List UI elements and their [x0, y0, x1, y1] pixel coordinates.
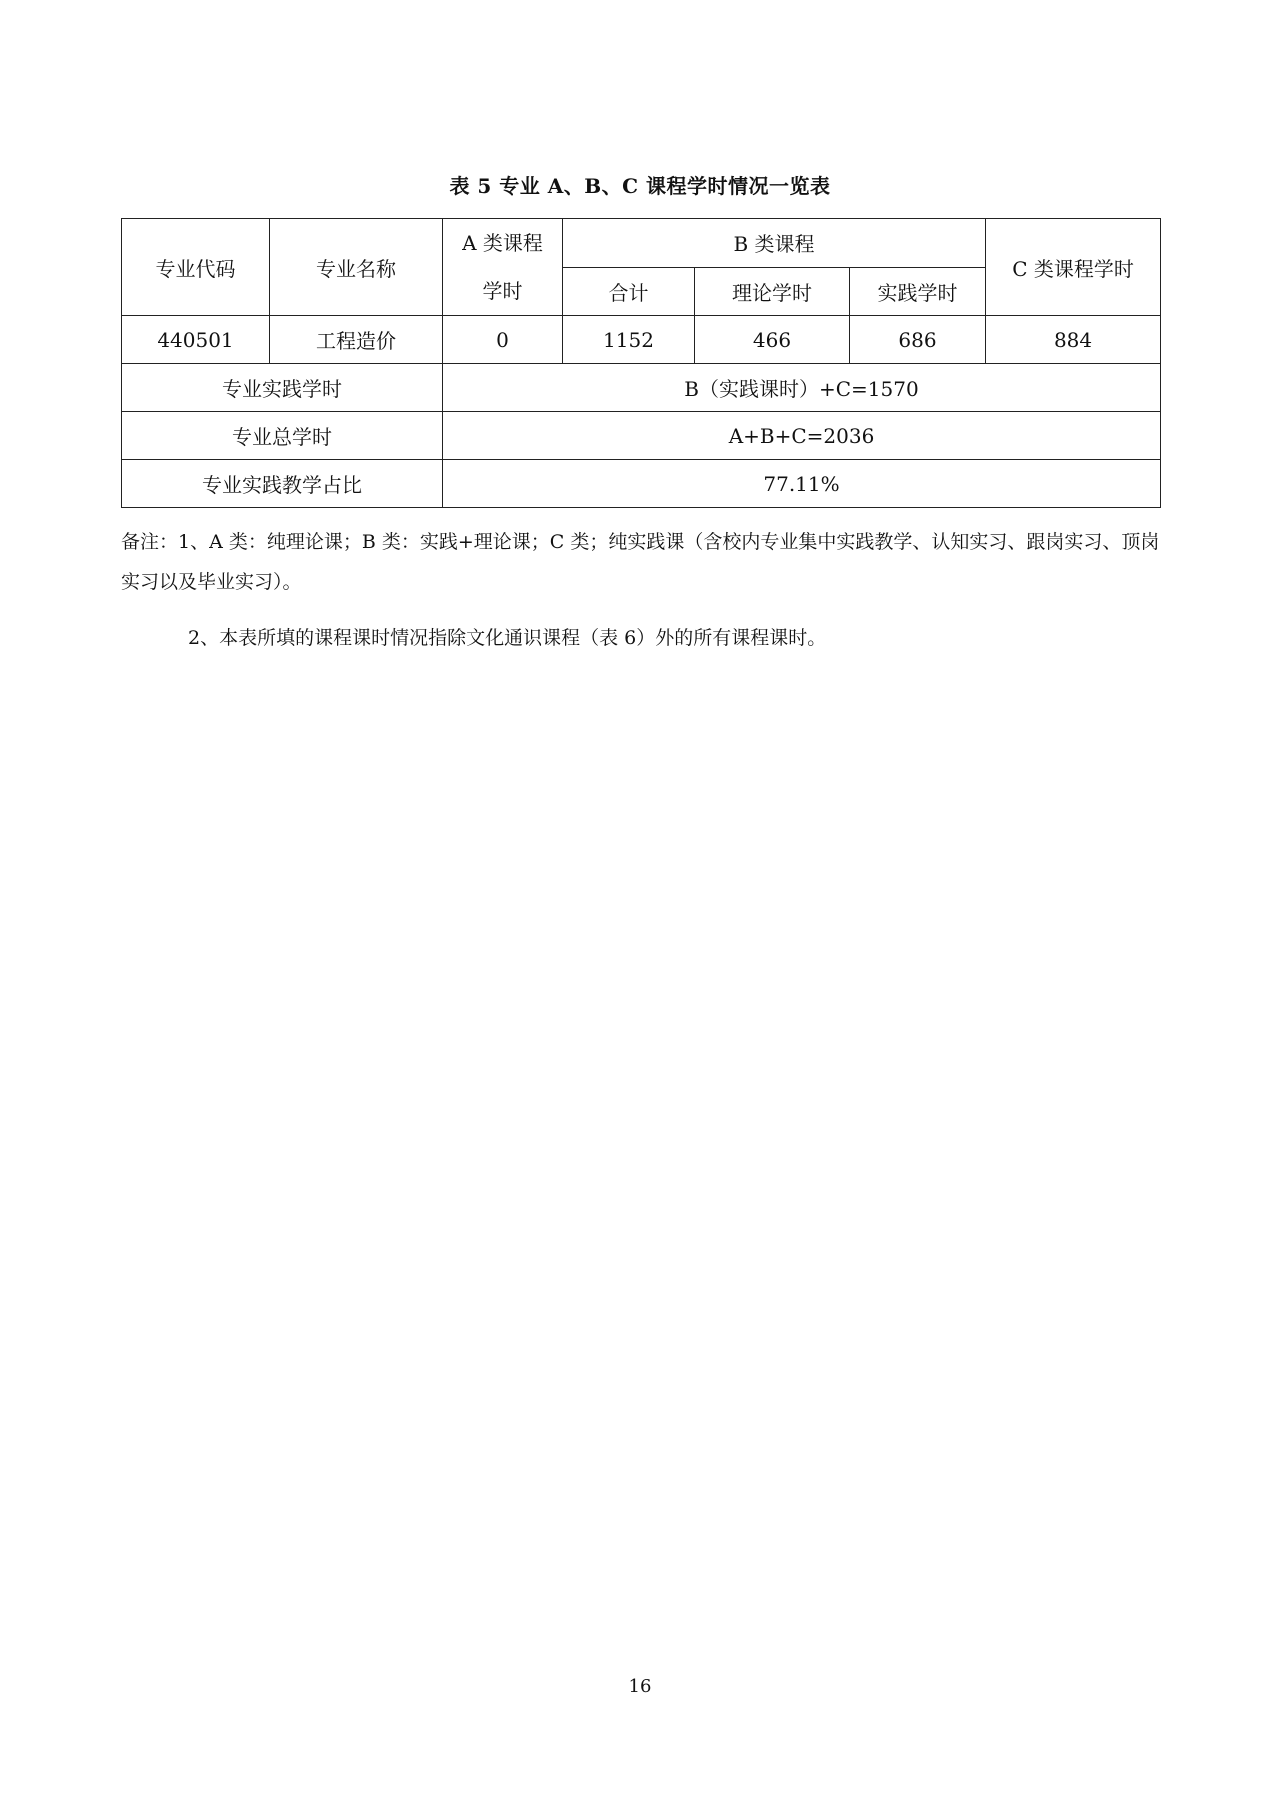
cell-major-name: 工程造价 [270, 316, 443, 364]
summary-label: 专业实践学时 [122, 364, 443, 412]
table-title: 表 5 专业 A、B、C 课程学时情况一览表 [449, 174, 831, 198]
cell-a-hours: 0 [443, 316, 563, 364]
summary-row-practice-hours [122, 364, 1161, 412]
summary-row-practice-ratio [122, 460, 1161, 508]
note-2: 2、本表所填的课程课时情况指除文化通识课程（表 6）外的所有课程课时。 [188, 627, 827, 649]
summary-label: 专业实践教学占比 [122, 460, 443, 508]
summary-label: 专业总学时 [122, 412, 443, 460]
header-c-hours: C 类课程学时 [986, 219, 1161, 316]
summary-value: B（实践课时）+C=1570 [443, 364, 1161, 412]
course-hours-table [121, 218, 1161, 508]
header-a-hours-line1: A 类课程 [462, 231, 543, 255]
page-number: 16 [628, 1676, 652, 1697]
note-1: 备注：1、A 类：纯理论课；B 类：实践+理论课；C 类；纯实践课（含校内专业集中实践教学、认知实习、跟岗实习、顶岗实习以及毕业实习）。 [121, 531, 1160, 593]
cell-b-theory: 466 [695, 316, 850, 364]
header-major-name: 专业名称 [270, 219, 443, 316]
header-a-hours-line2: 学时 [482, 279, 523, 303]
header-b-theory: 理论学时 [695, 267, 850, 316]
table-row [122, 316, 1161, 364]
table-notes [121, 522, 1166, 658]
header-b-courses: B 类课程 [563, 219, 986, 268]
cell-b-total: 1152 [563, 316, 695, 364]
header-b-total: 合计 [563, 267, 695, 316]
summary-value: A+B+C=2036 [443, 412, 1161, 460]
header-row-1 [122, 219, 1161, 268]
cell-c-hours: 884 [986, 316, 1161, 364]
header-a-hours [443, 219, 563, 316]
header-major-code: 专业代码 [122, 219, 270, 316]
summary-value: 77.11% [443, 460, 1161, 508]
cell-b-practice: 686 [850, 316, 986, 364]
summary-row-total-hours [122, 412, 1161, 460]
cell-major-code: 440501 [122, 316, 270, 364]
header-b-practice: 实践学时 [850, 267, 986, 316]
